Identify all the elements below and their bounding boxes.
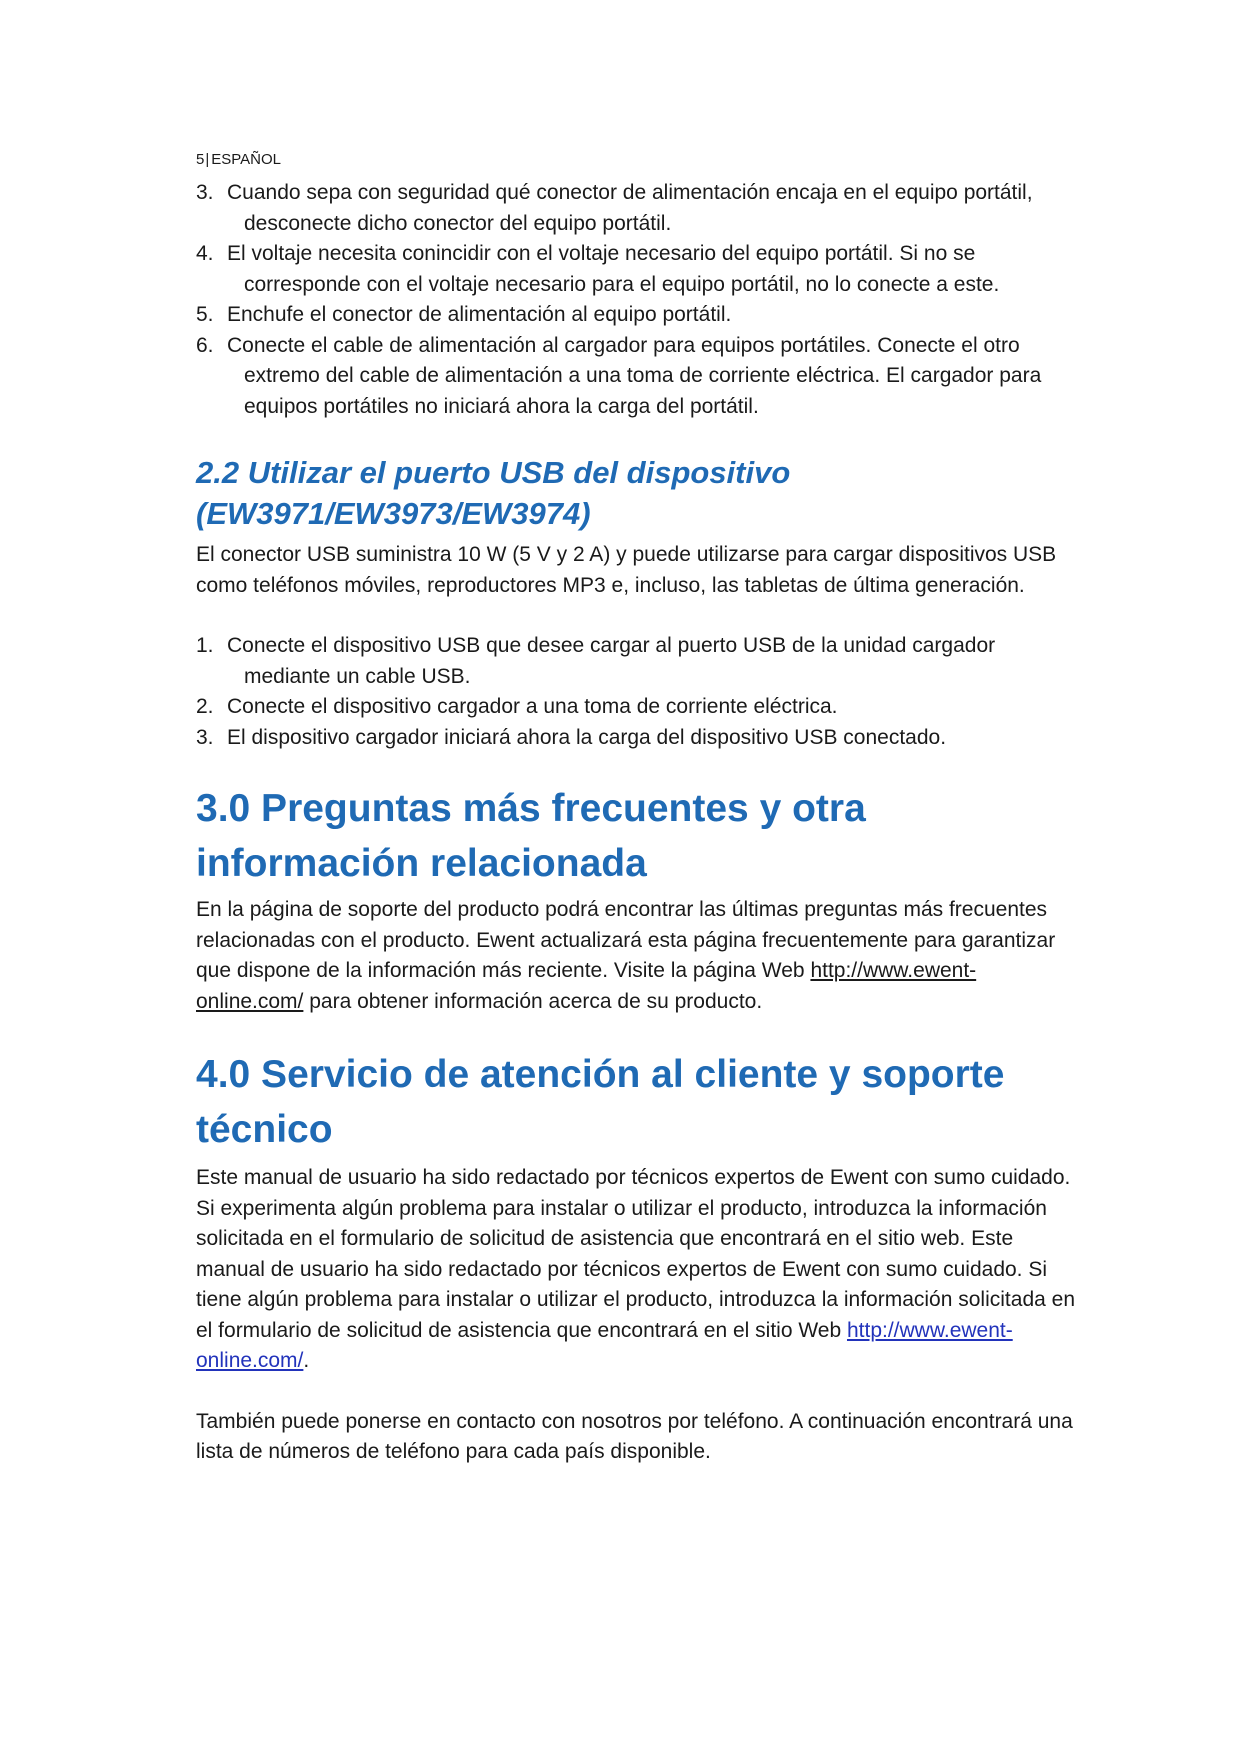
list-item-number: 3. bbox=[196, 181, 214, 204]
section-3-title-line1: 3.0 Preguntas más frecuentes y otra bbox=[196, 787, 866, 830]
list-item-number: 4. bbox=[196, 242, 214, 265]
section-2-2-steps bbox=[196, 631, 1076, 753]
section-4-paragraph-2 bbox=[196, 1194, 1076, 1377]
list-item-text: El dispositivo cargador iniciará ahora la carga del dispositivo USB conectado. bbox=[227, 725, 947, 749]
page-number: 5 bbox=[196, 151, 205, 168]
section-4-title-line1: 4.0 Servicio de atención al cliente y soporte bbox=[196, 1053, 1005, 1096]
list-item-number: 5. bbox=[196, 303, 214, 326]
list-item bbox=[196, 239, 1076, 300]
section-4-text-before-link: Si experimenta algún problema para instalar o utilizar el producto, introduzca la información solicitada en el formulario de solicitud de asistencia que encontrará en el sitio web. Este manual de usuario ha sido redactado por técnicos expertos de Ewent con sumo cuidado. Si tiene algún problema para instalar o utilizar el producto, introduzca la información solicitada en el formulario de solicitud de asistencia que encontrará en el sitio Web bbox=[196, 1196, 1075, 1342]
section-3-text-after-link: para obtener información acerca de su producto. bbox=[303, 989, 763, 1013]
ewent-support-link[interactable]: http://www.ewent-online.com/ bbox=[196, 1318, 1013, 1372]
list-item bbox=[196, 723, 1076, 754]
list-item bbox=[196, 331, 1076, 423]
list-item-text: Enchufe el conector de alimentación al equipo portátil. bbox=[227, 303, 732, 326]
list-item-number: 6. bbox=[196, 333, 214, 357]
section-3-text-before-link: En la página de soporte del producto podrá encontrar las últimas preguntas más frecuentes relacionadas con el producto. Ewent actualizará esta página frecuentemente para garantizar que dispone de la información más reciente. Visite la página Web bbox=[196, 898, 1056, 982]
section-4-title-line2: técnico bbox=[196, 1108, 333, 1151]
list-item-number: 3. bbox=[196, 725, 214, 749]
list-item-text: Cuando sepa con seguridad qué conector de alimentación encaja en el equipo portátil, desconecte dicho conector del equipo portátil. bbox=[227, 181, 1033, 235]
section-4-text-after-link: . bbox=[303, 1349, 310, 1372]
list-item-number: 2. bbox=[196, 695, 214, 718]
list-item-text: Conecte el cable de alimentación al cargador para equipos portátiles. Conecte el otro extremo del cable de alimentación a una toma de corriente eléctrica. El cargador para equipos portátiles no iniciará ahora la carga del portátil. bbox=[227, 333, 1042, 418]
list-a bbox=[196, 178, 1076, 422]
list-item bbox=[196, 692, 1076, 723]
section-2-2-intro: El conector USB suministra 10 W (5 V y 2 A) y puede utilizarse para cargar dispositivos USB como teléfonos móviles, reproductores MP3 e, incluso, las tabletas de última generación. bbox=[196, 543, 1057, 597]
list-item bbox=[196, 300, 1076, 331]
header-separator: | bbox=[205, 151, 210, 168]
ewent-website-link[interactable]: http://www.ewent-online.com/ bbox=[196, 959, 977, 1013]
list-item bbox=[196, 631, 1076, 692]
list-item-text: El voltaje necesita conincidir con el voltaje necesario del equipo portátil. Si no se corresponde con el voltaje necesario para el equipo portátil, no lo conecte a este. bbox=[227, 242, 1000, 296]
document-page bbox=[196, 150, 1076, 1468]
section-4-paragraph-3: También puede ponerse en contacto con nosotros por teléfono. A continuación encontrará una lista de números de teléfono para cada país disponible. bbox=[196, 1409, 1073, 1463]
section-3-title-line2: información relacionada bbox=[196, 842, 647, 885]
section-4-paragraph-1: Este manual de usuario ha sido redactado por técnicos expertos de Ewent con sumo cuidado. bbox=[196, 1166, 1071, 1189]
section-2-2-title-line2: (EW3971/EW3973/EW3974) bbox=[196, 496, 591, 531]
header-language: ESPAÑOL bbox=[211, 151, 281, 168]
section-2-2-title bbox=[196, 452, 1076, 534]
list-item-text: Conecte el dispositivo USB que desee cargar al puerto USB de la unidad cargador mediante un cable USB. bbox=[227, 634, 996, 688]
list-item bbox=[196, 178, 1076, 239]
list-item-text: Conecte el dispositivo cargador a una toma de corriente eléctrica. bbox=[227, 695, 838, 718]
section-2-2-title-line1: 2.2 Utilizar el puerto USB del dispositivo bbox=[196, 455, 791, 490]
section-3-title bbox=[196, 781, 1076, 891]
section-4-title bbox=[196, 1047, 1076, 1157]
section-3-paragraph bbox=[196, 895, 1076, 1017]
list-item-number: 1. bbox=[196, 634, 214, 657]
page-header bbox=[196, 150, 1076, 170]
